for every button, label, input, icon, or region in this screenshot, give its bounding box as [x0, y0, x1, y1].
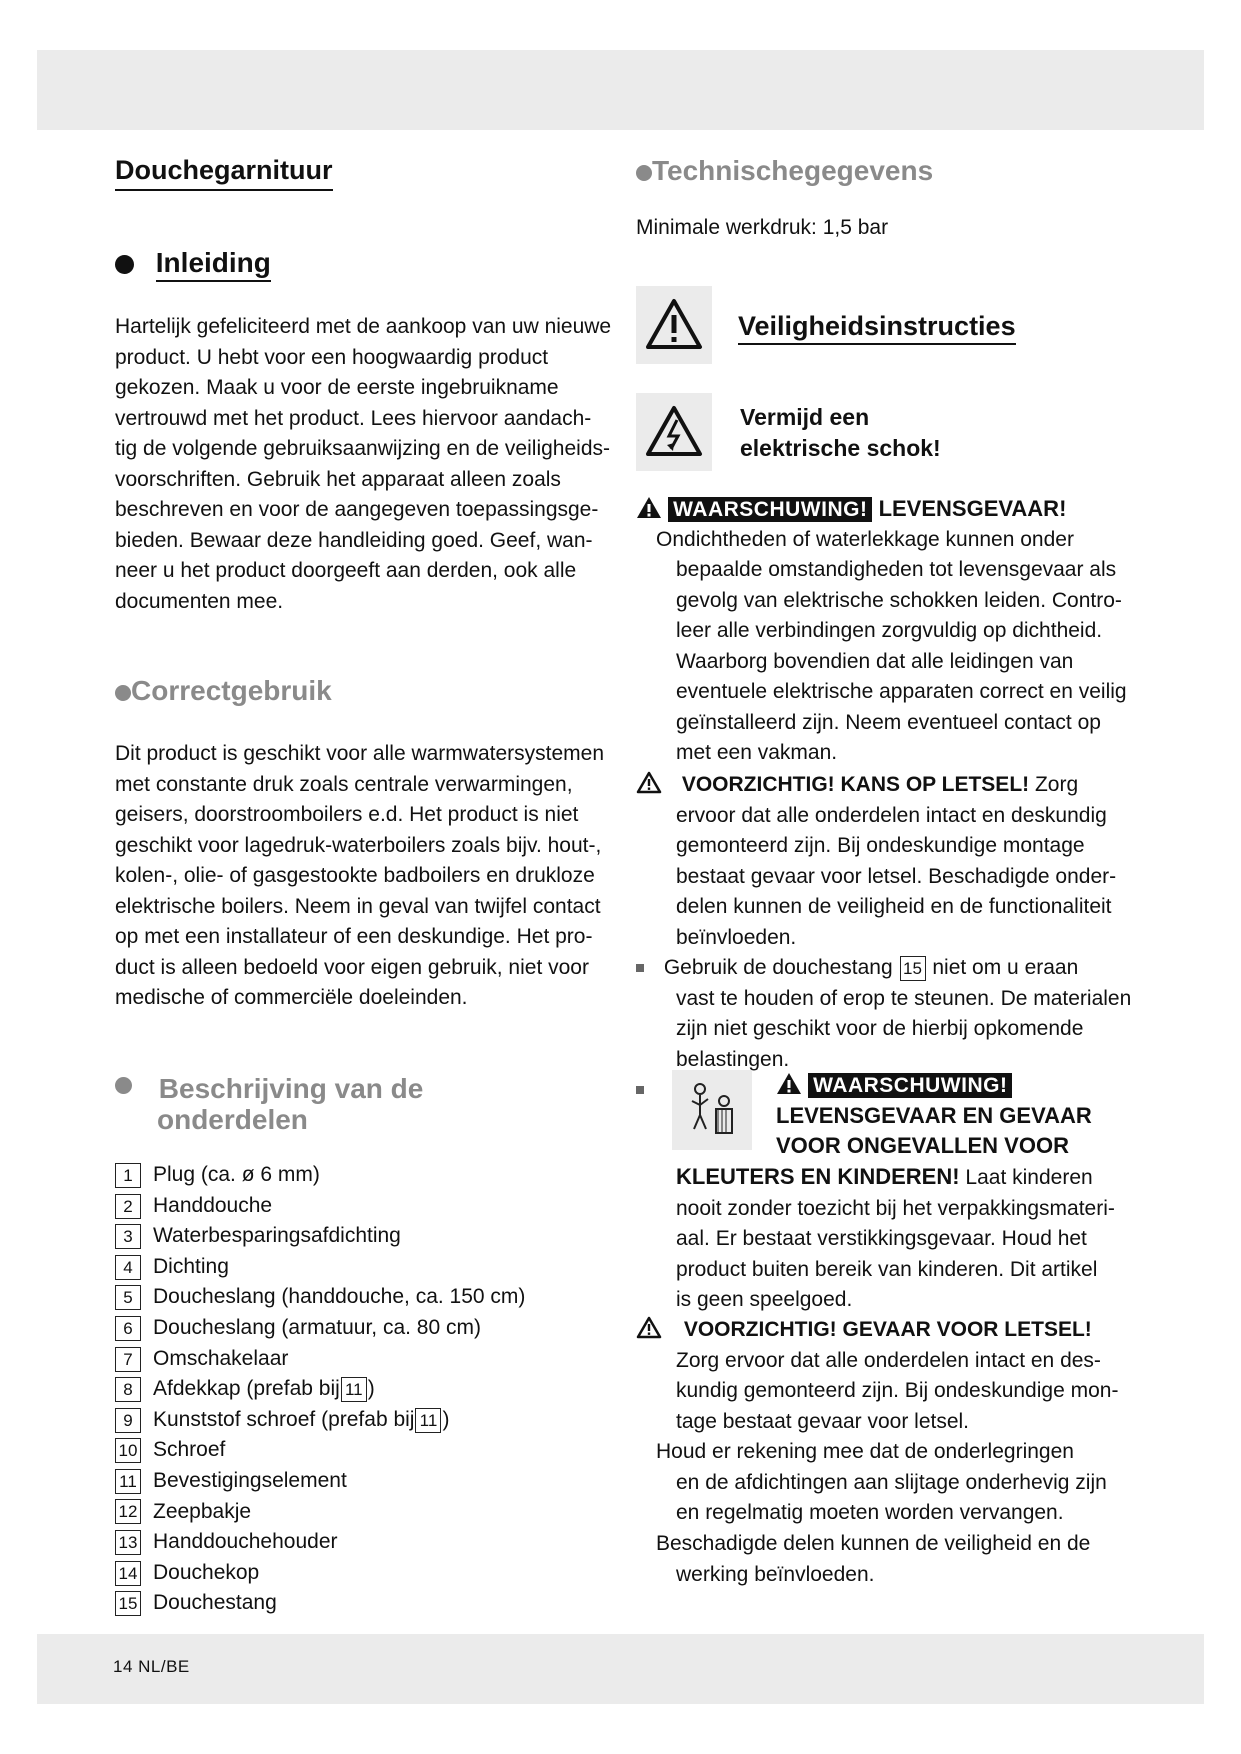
list-item: 12 Zeepbakje [115, 1497, 615, 1528]
footer-band [37, 1634, 1204, 1704]
wear-note: Houd er rekening mee dat de onderlegringen en de afdichtingen aan slijtage onderhevig zijn en regelmatig moeten worden vervangen. [656, 1440, 1107, 1524]
warning-children-head: WAARSCHUWING! LEVENSGEVAAR EN GEVAAR VOOR ONGEVALLEN VOOR [776, 1074, 1092, 1158]
warning-children-body: KLEUTERS EN KINDEREN! Laat kinderen nooit zonder toezicht bij het verpakkingsmateri- aal. Er bestaat verstikkingsgevaar. Houd het product buiten bereik van kinderen. Dit artikel is geen speelgoed. [676, 1164, 1115, 1311]
list-item: 3 Waterbesparingsafdichting [115, 1221, 615, 1252]
warning-triangle-icon [776, 1072, 802, 1095]
shock-icon-box [636, 393, 712, 471]
warning-triangle-icon [636, 1316, 662, 1339]
parts-heading: Beschrijving van de onderdelen [115, 1073, 615, 1135]
tech-line: Minimale werkdruk: 1,5 bar [636, 216, 889, 239]
caution-injury-2: VOORZICHTIG! GEVAAR VOOR LETSEL! Zorg ervoor dat alle onderdelen intact en des- kundig gemonteerd zijn. Bij ondeskundige mon- tage bestaat gevaar voor letsel. [636, 1315, 1156, 1437]
use-section [115, 675, 615, 707]
intro-text [115, 312, 615, 617]
intro-heading-text: Inleiding [156, 247, 271, 282]
page-number: 14 NL/BE [113, 1657, 190, 1676]
tech-section [636, 155, 1136, 244]
document-title: Douchegarnituur [115, 155, 333, 191]
damage-note: Beschadigde delen kunnen de veiligheid en de werking beïnvloeden. [656, 1532, 1091, 1586]
bullet-dot-icon [115, 1077, 132, 1094]
list-item: 9 Kunststof schroef (prefab bij 11 ) [115, 1405, 615, 1436]
use-text [115, 739, 615, 1014]
use-heading [115, 675, 615, 707]
warning-tag: WAARSCHUWING! [808, 1073, 1012, 1098]
bullet-dot-icon [115, 685, 131, 701]
warning-tag: WAARSCHUWING! [668, 497, 872, 522]
warning-triangle-icon [636, 496, 662, 519]
list-item: 7 Omschakelaar [115, 1344, 615, 1375]
shock-heading: Vermijd een elektrische schok! [740, 404, 941, 461]
list-item: 4 Dichting [115, 1252, 615, 1283]
bullet-dot-icon [115, 255, 134, 274]
list-item: 2 Handdouche [115, 1191, 615, 1222]
square-bullet-icon [636, 1086, 644, 1094]
warning-triangle-icon [644, 295, 704, 355]
warning-icon-box [636, 286, 712, 364]
header-band [37, 50, 1204, 130]
intro-section [115, 247, 615, 279]
intro-heading [115, 247, 615, 279]
use-paragraph: Dit product is geschikt voor alle warmwatersystemen met constante druk zoals centrale verwarmingen, geisers, doorstroomboilers e.d. Het product is niet geschikt voor lagedruk-waterboilers zoals bijv. hout-, kolen-, olie- of gasgestookte badboilers en drukloze elektrische boilers. Neem in geval van twijfel contact op met een installateur of een deskundige. Het pro- duct is alleen bedoeld voor eigen gebruik, niet voor medische of commerciële doeleinden. [115, 742, 605, 1009]
list-item: 5 Doucheslang (handdouche, ca. 150 cm) [115, 1282, 615, 1313]
caution-injury: VOORZICHTIG! KANS OP LETSEL! Zorg ervoor dat alle onderdelen intact en deskundig gemonteerd zijn. Bij ondeskundige montage bestaat gevaar voor letsel. Beschadigde onder- delen kunnen de veiligheid en de functionaliteit beïnvloeden. [636, 770, 1156, 953]
safety-heading: Veiligheidsinstructies [738, 311, 1016, 342]
warning-life-danger: WAARSCHUWING! LEVENSGEVAAR! Ondichtheden of waterlekkage kunnen onder bepaalde omstandigheden tot levensgevaar als gevolg van elektrische schokken leiden. Contro- leer alle verbindingen zorgvuldig op dichtheid. Waarborg bovendien dat alle leidingen van eventuele elektrische apparaten correct en veilig geïnstalleerd zijn. Neem eventueel contact op met een vakman. [636, 494, 1136, 769]
list-item: 6 Doucheslang (armatuur, ca. 80 cm) [115, 1313, 615, 1344]
parts-section [115, 1073, 615, 1135]
list-item: 8 Afdekkap (prefab bij 11 ) [115, 1374, 615, 1405]
list-item: 10 Schroef [115, 1435, 615, 1466]
list-item: 15 Douchestang [115, 1588, 615, 1619]
child-hazard-icon [680, 1079, 744, 1143]
tech-heading: Technischegegevens [636, 155, 1136, 187]
list-item: 13 Handdouchehouder [115, 1527, 615, 1558]
warning-triangle-icon [636, 771, 662, 794]
intro-paragraph: Hartelijk gefeliciteerd met de aankoop van uw nieuwe product. U hebt voor een hoogwaardig product gekozen. Maak u voor de eerste ingebruikname vertrouwd met het product. Lees hiervoor aandach- tig de volgende gebruiksaanwijzing en de veiligheids- voorschriften. Gebruik het apparaat alleen zoals beschreven en voor de aangegeven toepassingsge- bieden. Bewaar deze handleiding goed. Geef, wan- neer u het product doorgeeft aan derden, ook alle documenten mee. [115, 315, 612, 613]
bullet-dot-icon [636, 165, 652, 181]
list-item: 14 Douchekop [115, 1558, 615, 1589]
rail-notice: Gebruik de douchestang 15 niet om u eraan vast te houden of erop te steunen. De materialen zijn niet geschikt voor de hierbij opkomende belastingen. [636, 953, 1156, 1075]
square-bullet-icon [636, 964, 644, 972]
child-warning-icon-box [672, 1070, 752, 1150]
electric-shock-icon [644, 402, 704, 462]
list-item: 11 Bevestigingselement [115, 1466, 615, 1497]
list-item: 1 Plug (ca. ø 6 mm) [115, 1160, 615, 1191]
parts-list [115, 1160, 615, 1619]
use-heading-text: Correctgebruik [131, 675, 332, 706]
